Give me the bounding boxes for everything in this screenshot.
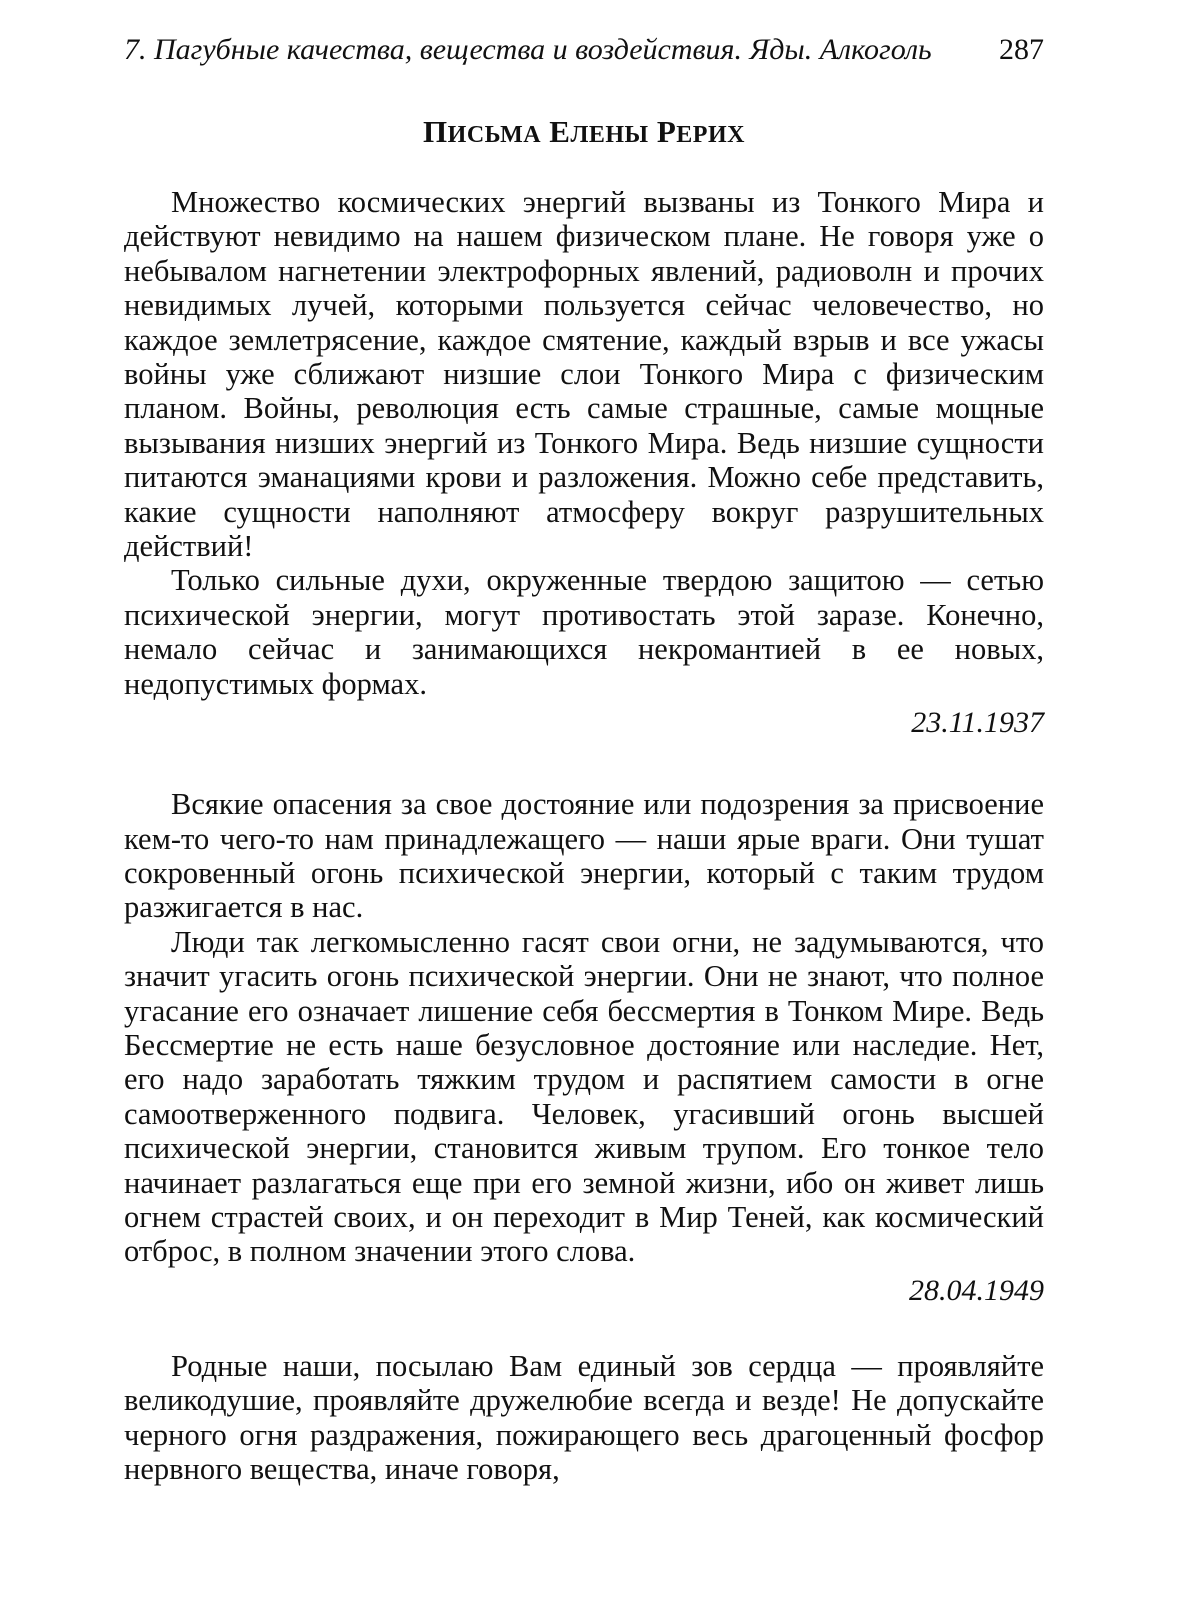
paragraph: Множество космических энергий вызваны из Тонкого Мира и действуют невидимо на нашем физическом плане. Не говоря уже о небывалом нагнетении электрофорных явлений, радиоволн и прочих невидимых лучей, которыми пользуется сейчас человечество, но каждое землетрясение, каждое смятение, каждый взрыв и все ужасы войны уже сближают низшие слои Тонкого Мира с физическим планом. Войны, революция есть самые страшные, самые мощные вызывания низших энергий из Тонкого Мира. Ведь низшие сущности питаются эманациями крови и разложения. Можно себе представить, какие сущности наполняют атмосферу вокруг разрушительных действий! [124, 185, 1044, 564]
letter-date: 23.11.1937 [911, 706, 1044, 740]
letter-entry [124, 787, 1044, 1309]
paragraph: Только сильные духи, окруженные твердою защитою — сетью психической энергии, могут противостать этой заразе. Конечно, немало сейчас и занимающихся некромантией в ее новых, недопустимых формах. [124, 563, 1044, 701]
page-number: 287 [999, 33, 1044, 66]
spacer [124, 1309, 1044, 1349]
paragraph: Родные наши, посылаю Вам единый зов сердца — проявляйте великодушие, проявляйте дружелюбие всегда и везде! Не допускайте черного огня раздражения, пожирающего весь драгоценный фосфор нервного вещества, иначе говоря, [124, 1348, 1044, 1486]
section-title [124, 112, 1044, 155]
title-word: РЕРИХ [656, 114, 745, 149]
title-word: ЕЛЕНЫ [549, 114, 649, 149]
book-page [124, 30, 1044, 1486]
paragraph: Люди так легкомысленно гасят свои огни, не задумываются, что значит угасить огонь психической энергии. Они не знают, что полное угасание его означает лишение себя бессмертия в Тонком Мире. Ведь Бессмертие не есть наше безусловное достояние или наследие. Нет, его надо заработать тяжким трудом и распятием самости в огне самоотверженного подвига. Человек, угасивший огонь высшей психической энергии, становится живым трупом. Его тонкое тело начинает разлагаться еще при его земной жизни, ибо он живет лишь огнем страстей своих, и он переходит в Мир Теней, как космический отброс, в полном значении этого слова. [124, 924, 1044, 1269]
running-head [124, 30, 1044, 80]
letter-date: 28.04.1949 [909, 1273, 1044, 1307]
title-word: ПИСЬМА [423, 114, 542, 149]
chapter-title: 7. Пагубные качества, вещества и воздействия. Яды. Алкоголь [124, 33, 932, 66]
paragraph: Всякие опасения за свое достояние или подозрения за присвоение кем-то чего-то нам принадлежащего — наши ярые враги. Они тушат сокровенный огонь психической энергии, который с таким трудом разжигается в нас. [124, 787, 1044, 925]
letter-entry [124, 185, 1044, 741]
letter-entry [124, 1349, 1044, 1487]
spacer [124, 741, 1044, 787]
